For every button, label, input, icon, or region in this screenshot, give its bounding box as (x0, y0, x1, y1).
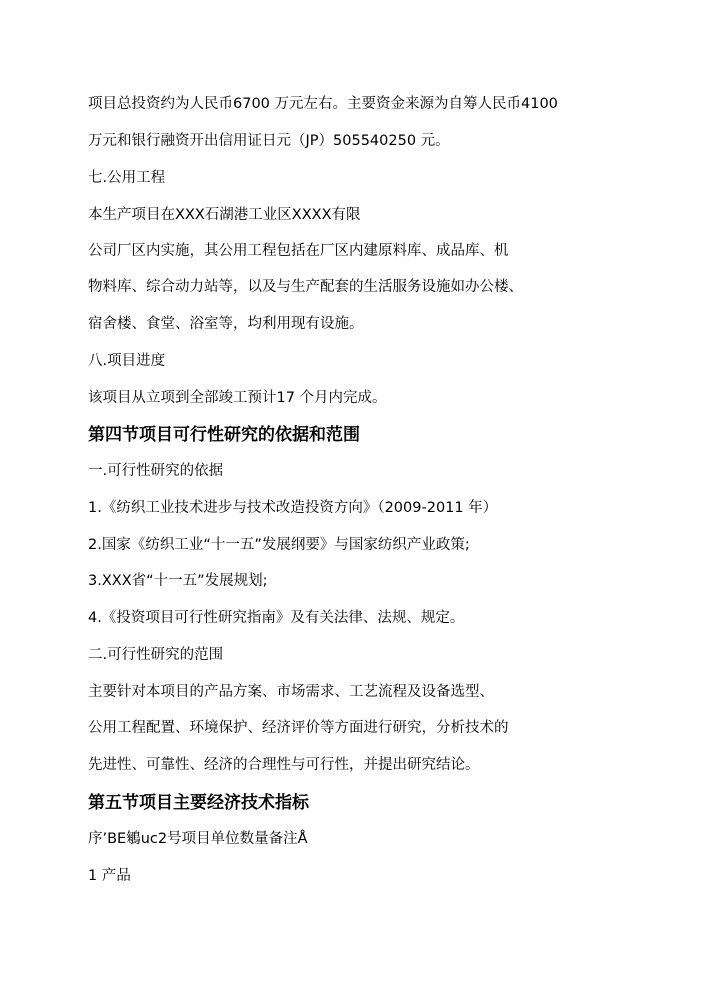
paragraph-public-works-line-3: 物料库、综合动力站等，以及与生产配套的生活服务设施如办公楼、 (88, 279, 523, 295)
paragraph-scope-line-1: 主要针对本项目的产品方案、市场需求、工艺流程及设备选型、 (88, 684, 494, 700)
list-item-basis-4: 4.《投资项目可行性研究指南》及有关法律、法规、规定。 (88, 610, 465, 626)
paragraph-project-schedule: 该项目从立项到全部竣工预计17 个月内完成。 (88, 390, 387, 406)
subheading-project-schedule: 八.项目进度 (88, 353, 166, 369)
list-item-basis-1: 1.《纺织工业技术进步与技术改造投资方向》（2009-2011 年） (88, 500, 498, 516)
paragraph-scope-line-3: 先进性、可靠性、经济的合理性与可行性，并提出研究结论。 (88, 757, 480, 773)
subheading-public-works: 七.公用工程 (88, 170, 166, 186)
paragraph-investment-line-2: 万元和银行融资开出信用证日元（JP）505540250 元。 (88, 133, 450, 149)
paragraph-public-works-line-2: 公司厂区内实施，其公用工程包括在厂区内建原料库、成品库、机 (88, 243, 509, 259)
paragraph-public-works-line-4: 宿舍楼、食堂、浴室等，均利用现有设施。 (88, 316, 364, 332)
list-item-basis-3: 3.XXX省“十一五”发展规划; (88, 573, 268, 589)
list-item-basis-2: 2.国家《纺织工业“十一五”发展纲要》与国家纺织产业政策; (88, 537, 470, 553)
section-heading-key-indicators: 第五节项目主要经济技术指标 (88, 793, 309, 813)
subheading-feasibility-scope: 二.可行性研究的范围 (88, 647, 224, 663)
paragraph-scope-line-2: 公用工程配置、环境保护、经济评价等方面进行研究，分析技术的 (88, 720, 509, 736)
table-header-row: 序’BE鵴uc2号项目单位数量备注Å (88, 831, 308, 847)
section-heading-feasibility-basis: 第四节项目可行性研究的依据和范围 (88, 425, 360, 445)
subheading-feasibility-basis: 一.可行性研究的依据 (88, 463, 224, 479)
paragraph-public-works-line-1: 本生产项目在XXX石湖港工业区XXXX有限 (88, 207, 361, 223)
paragraph-investment-line-1: 项目总投资约为人民币6700 万元左右。主要资金来源为自筹人民币4100 (88, 96, 558, 112)
table-row-product: 1 产品 (88, 868, 131, 884)
